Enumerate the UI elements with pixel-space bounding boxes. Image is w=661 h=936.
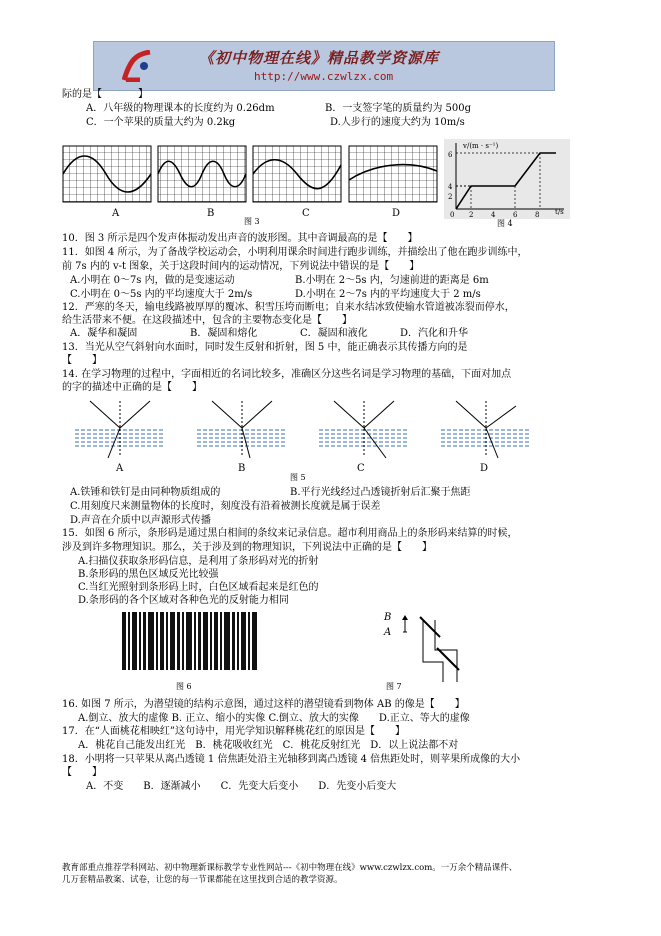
q15-option-c: C.当红光照射到条形码上时，白色区域看起来是红色的 (78, 582, 319, 593)
q14-option-a: A.铁锤和铁钉是由同种物质组成的 (70, 487, 221, 498)
banner-title: 《初中物理在线》精品教学资源库 (199, 49, 440, 67)
q12-option-d: D．汽化和升华 (400, 328, 469, 339)
fig4-xtick-8: 8 (535, 211, 540, 219)
fig7-label-a: A (384, 627, 392, 638)
q17-options: A．桃花自己能发出红光 B．桃花吸收红光 C．桃花反射红光 D．以上说法都不对 (78, 740, 459, 751)
diagram-d (441, 401, 530, 458)
page-footer (62, 862, 602, 886)
question-16: 16. 如图 7 所示，为潜望镜的结构示意图，通过这样的潜望镜看到物体 AB 的像是【 】 (62, 699, 465, 710)
question-14-line2: 的字的描述中正确的是【 】 (62, 382, 202, 393)
fig4-ytick-2: 2 (448, 193, 453, 201)
question-15-line2: 涉及到许多物理知识。那么，关于涉及到的物理知识，下列说法中正确的是【 】 (62, 542, 432, 553)
figure-3-waveforms (62, 145, 440, 205)
q11-option-a: A.小明在 0～7s 内，做的是变速运动 (70, 275, 235, 286)
q12-option-c: C．凝固和液化 (300, 328, 368, 339)
question-17: 17．在“人面桃花相映红”这句诗中，用光学知识解释桃花红的原因是【 】 (62, 726, 405, 737)
fig4-xtick-4: 4 (491, 211, 496, 219)
q9-option-b: B．一支签字笔的质量约为 500g (325, 103, 472, 114)
waveform-b (158, 146, 246, 202)
figure-5-light-diagrams (70, 396, 530, 466)
waveform-c (253, 146, 341, 202)
q16-options: A.倒立、放大的虚像 B. 正立、缩小的实像 C.倒立、放大的实像 D.正立、等大的虚像 (78, 713, 470, 724)
question-13-line1: 13．当光从空气斜射向水面时，同时发生反射和折射，图 5 中，能正确表示其传播方向的是 (62, 342, 468, 353)
question-11-line2: 前 7s 内的 v-t 图象，关于这段时间内的运动情况，下列说法中错误的是【 】 (62, 261, 420, 272)
waveform-d (349, 146, 437, 202)
q14-option-d: D.声音在介质中以声源形式传播 (70, 515, 211, 526)
fig3-caption: 图 3 (244, 217, 260, 226)
fig4-caption: 图 4 (497, 219, 513, 228)
fig4-xlabel: t/s (555, 208, 564, 216)
question-15-line1: 15．如图 6 所示，条形码是通过黑白相间的条纹来记录信息。超市利用商品上的条形码来结算的时候， (62, 528, 518, 539)
q14-option-b: B.平行光线经过凸透镜折射后汇聚于焦距 (290, 487, 471, 498)
fig5-caption: 图 5 (290, 473, 306, 482)
fig3-label-c: C (302, 208, 310, 219)
banner-url[interactable]: http://www.czwlzx.com (254, 70, 394, 83)
question-11-line1: 11．如图 4 所示，为了备战学校运动会，小明利用课余时间进行跑步训练，并描绘出了他在跑步训练中， (62, 247, 528, 258)
q15-option-d: D.条形码的各个区域对各种色光的反射能力相同 (78, 595, 289, 606)
question-10: 10．图 3 所示是四个发声体振动发出声音的波形图。其中音调最高的是【 】 (62, 233, 418, 244)
q15-option-a: A.扫描仪获取条形码信息，是利用了条形码对光的折射 (78, 556, 319, 567)
diagram-a (75, 401, 165, 458)
question-14-line1: 14. 在学习物理的过程中，字面相近的名词比较多，准确区分这些名词是学习物理的基础，下面对加点 (62, 369, 512, 380)
fig3-label-b: B (207, 208, 215, 219)
fig5-label-d: D (480, 463, 489, 474)
footer-line-2: 几万套精品教案、试卷，让您的每一节课都能在这里找到合适的教学资源。 (62, 875, 343, 885)
question-18-line2: 【 】 (62, 767, 102, 778)
q9-option-a: A．八年级的物理课本的长度约为 0.26dm (86, 103, 275, 114)
q18-options: A．不变 B．逐渐减小 C．先变大后变小 D．先变小后变大 (86, 781, 397, 792)
fig4-xtick-6: 6 (513, 211, 518, 219)
figure-7-periscope (395, 612, 485, 684)
site-logo-icon (122, 50, 152, 82)
question-12-line1: 12．严寒的冬天，输电线路被厚厚的覆冰、积雪压垮而断电；自来水结冰致使输水管道被冻裂而停水， (62, 302, 515, 313)
q9-option-d: D.人步行的速度大约为 10m/s (330, 117, 465, 128)
fig4-xtick-2: 2 (469, 211, 474, 219)
q11-option-c: C.小明在 0～5s 内的平均速度大于 2m/s (70, 289, 253, 300)
fig3-label-a: A (112, 208, 120, 219)
q11-option-d: D.小明在 2～7s 内的平均速度大于 2 m/s (295, 289, 481, 300)
diagram-c (319, 401, 409, 458)
fig5-label-b: B (238, 463, 246, 474)
question-12-line2: 给生活带来不便。在这段描述中，包含的主要物态变化是【 】 (62, 315, 352, 326)
q11-option-b: B.小明在 2～5s 内，匀速前进的距离是 6m (295, 275, 489, 286)
q9-option-c: C．一个苹果的质量大约为 0.2kg (86, 117, 236, 128)
fig3-label-d: D (392, 208, 401, 219)
question-18-line1: 18．小明将一只苹果从离凸透镜 1 倍焦距处沿主光轴移到离凸透镜 4 倍焦距处时，则苹果所成像的大小 (62, 754, 521, 765)
figure-6-barcode (120, 610, 260, 672)
fig7-label-b: B (384, 612, 392, 623)
q14-option-c: C.用刻度尺来测量物体的长度时，刻度没有沿着被测长度就是属于误差 (70, 501, 381, 512)
fig4-xtick-0: 0 (450, 211, 455, 219)
fig5-label-c: C (357, 463, 365, 474)
site-banner (93, 41, 555, 91)
question-13-line2: 【 】 (62, 355, 102, 366)
diagram-b (197, 401, 287, 458)
q9-prefix: 际的是【 】 (62, 89, 148, 100)
fig4-ylabel: v/(m · s⁻¹) (463, 142, 499, 150)
q15-option-b: B.条形码的黑色区域反光比较强 (78, 569, 219, 580)
fig5-label-a: A (116, 463, 124, 474)
fig6-caption: 图 6 (176, 682, 192, 691)
fig4-ytick-4: 4 (448, 183, 453, 191)
waveform-a (63, 146, 151, 202)
q12-option-a: A．凝华和凝固 (70, 328, 138, 339)
fig4-ytick-6: 6 (448, 151, 453, 159)
footer-line-1: 教育部重点推荐学科网站、初中物理新课标教学专业性网站---《初中物理在线》www.czwlzx.com。一万余个精品课件、 (62, 863, 518, 873)
q12-option-b: B．凝固和熔化 (190, 328, 258, 339)
fig7-caption: 图 7 (386, 682, 402, 691)
